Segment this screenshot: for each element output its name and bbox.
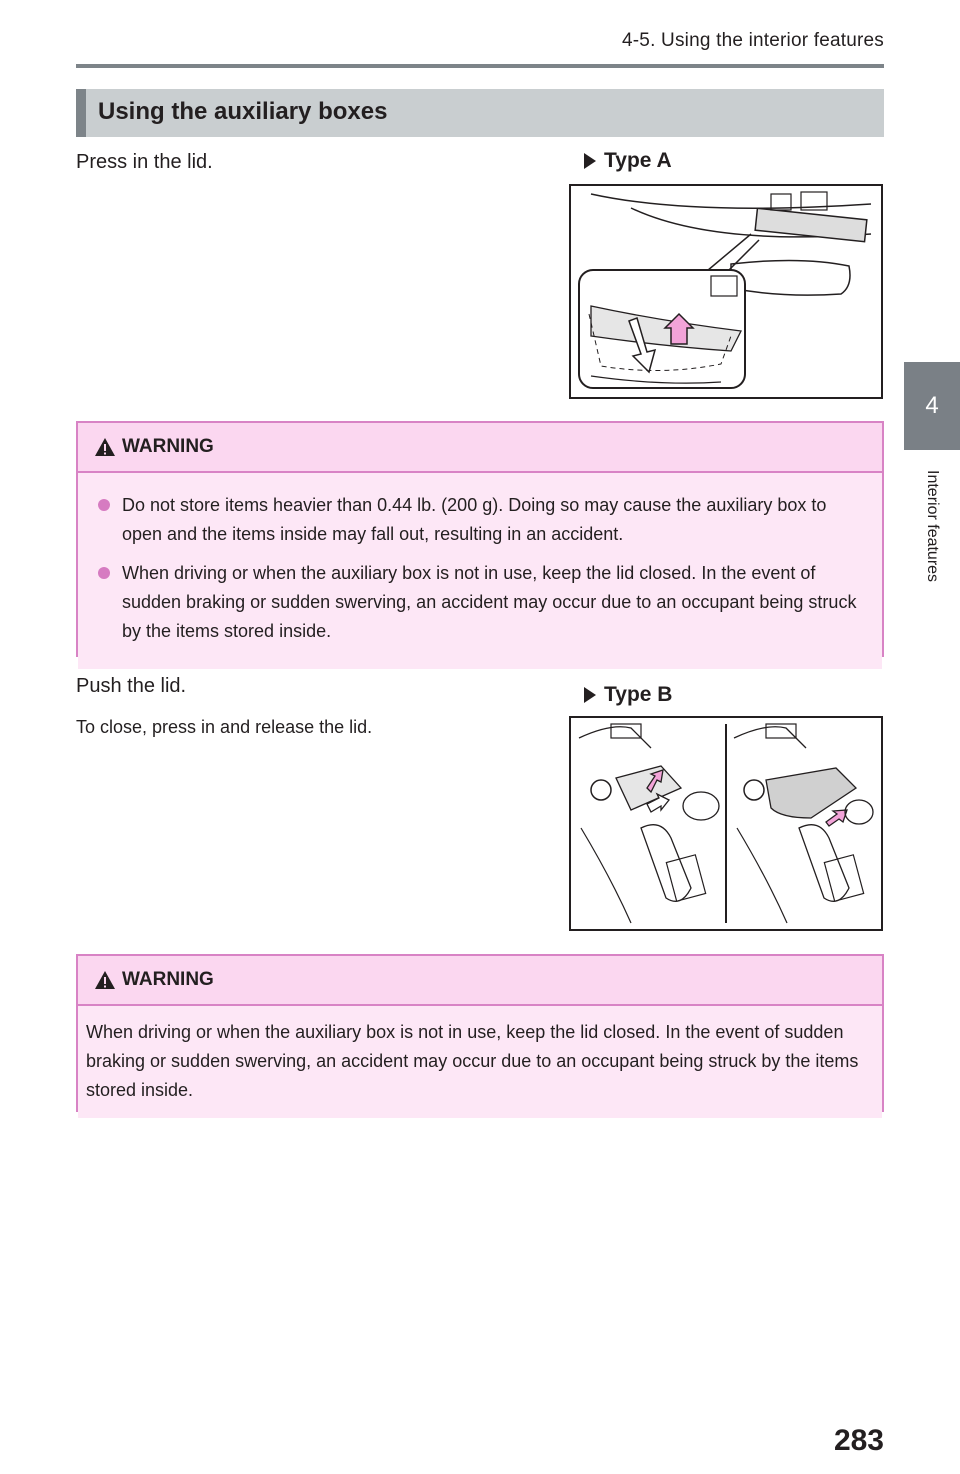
warning-title-1: WARNING [122,436,214,457]
type-b-note: To close, press in and release the lid. [76,717,373,737]
bullet-dot-icon [98,567,110,579]
chapter-tab [904,362,960,450]
warning-bullet [90,491,870,549]
warning-header-2 [78,956,882,1006]
header-title: 4-5. Using the interior features [622,30,884,51]
warning-body-2 [78,1006,882,1118]
triangle-right-icon [584,687,596,703]
section-title: Using the auxiliary boxes [98,98,388,125]
center-console-drawing [571,718,881,929]
section-heading [76,89,884,137]
type-a-label [584,149,672,173]
type-a-illustration [569,184,883,399]
overhead-console-drawing [571,186,881,397]
page-number: 283 [833,1424,884,1457]
chapter-number: 4 [925,392,939,419]
chapter-label: Interior features [924,470,941,583]
warning-triangle-icon [94,437,116,457]
type-b-illustration [569,716,883,931]
type-b-label [584,683,672,707]
warning-text-2: When driving or when the auxiliary box is not in use, keep the lid closed. In the event of sudden braking or sudden swerving, an accident may occur due to an occupant being struck by the items stored inside. [86,1022,859,1100]
console-left [579,724,719,923]
console-right [734,724,873,923]
header-rule [76,64,884,68]
warning-header-1 [78,423,882,473]
type-a-instruction: Press in the lid. [76,151,213,173]
warning-title-2: WARNING [122,969,214,990]
warning-triangle-icon [94,970,116,990]
triangle-right-icon [584,153,596,169]
warning-bullet-text: Do not store items heavier than 0.44 lb. (200 g). Doing so may cause the auxiliary box to open and the items inside may fall out, resulting in an accident. [122,495,827,544]
type-b-label-text: Type B [604,683,673,706]
warning-box-1 [76,421,884,657]
warning-box-2 [76,954,884,1112]
type-a-label-text: Type A [604,149,672,172]
type-b-instruction: Push the lid. [76,675,187,697]
bullet-dot-icon [98,499,110,511]
warning-bullet [90,559,870,646]
warning-bullet-text: When driving or when the auxiliary box is not in use, keep the lid closed. In the event of sudden braking or sudden swerving, an accident may occur due to an occupant being struck by the items stored inside. [122,563,857,641]
warning-body-1 [78,473,882,669]
